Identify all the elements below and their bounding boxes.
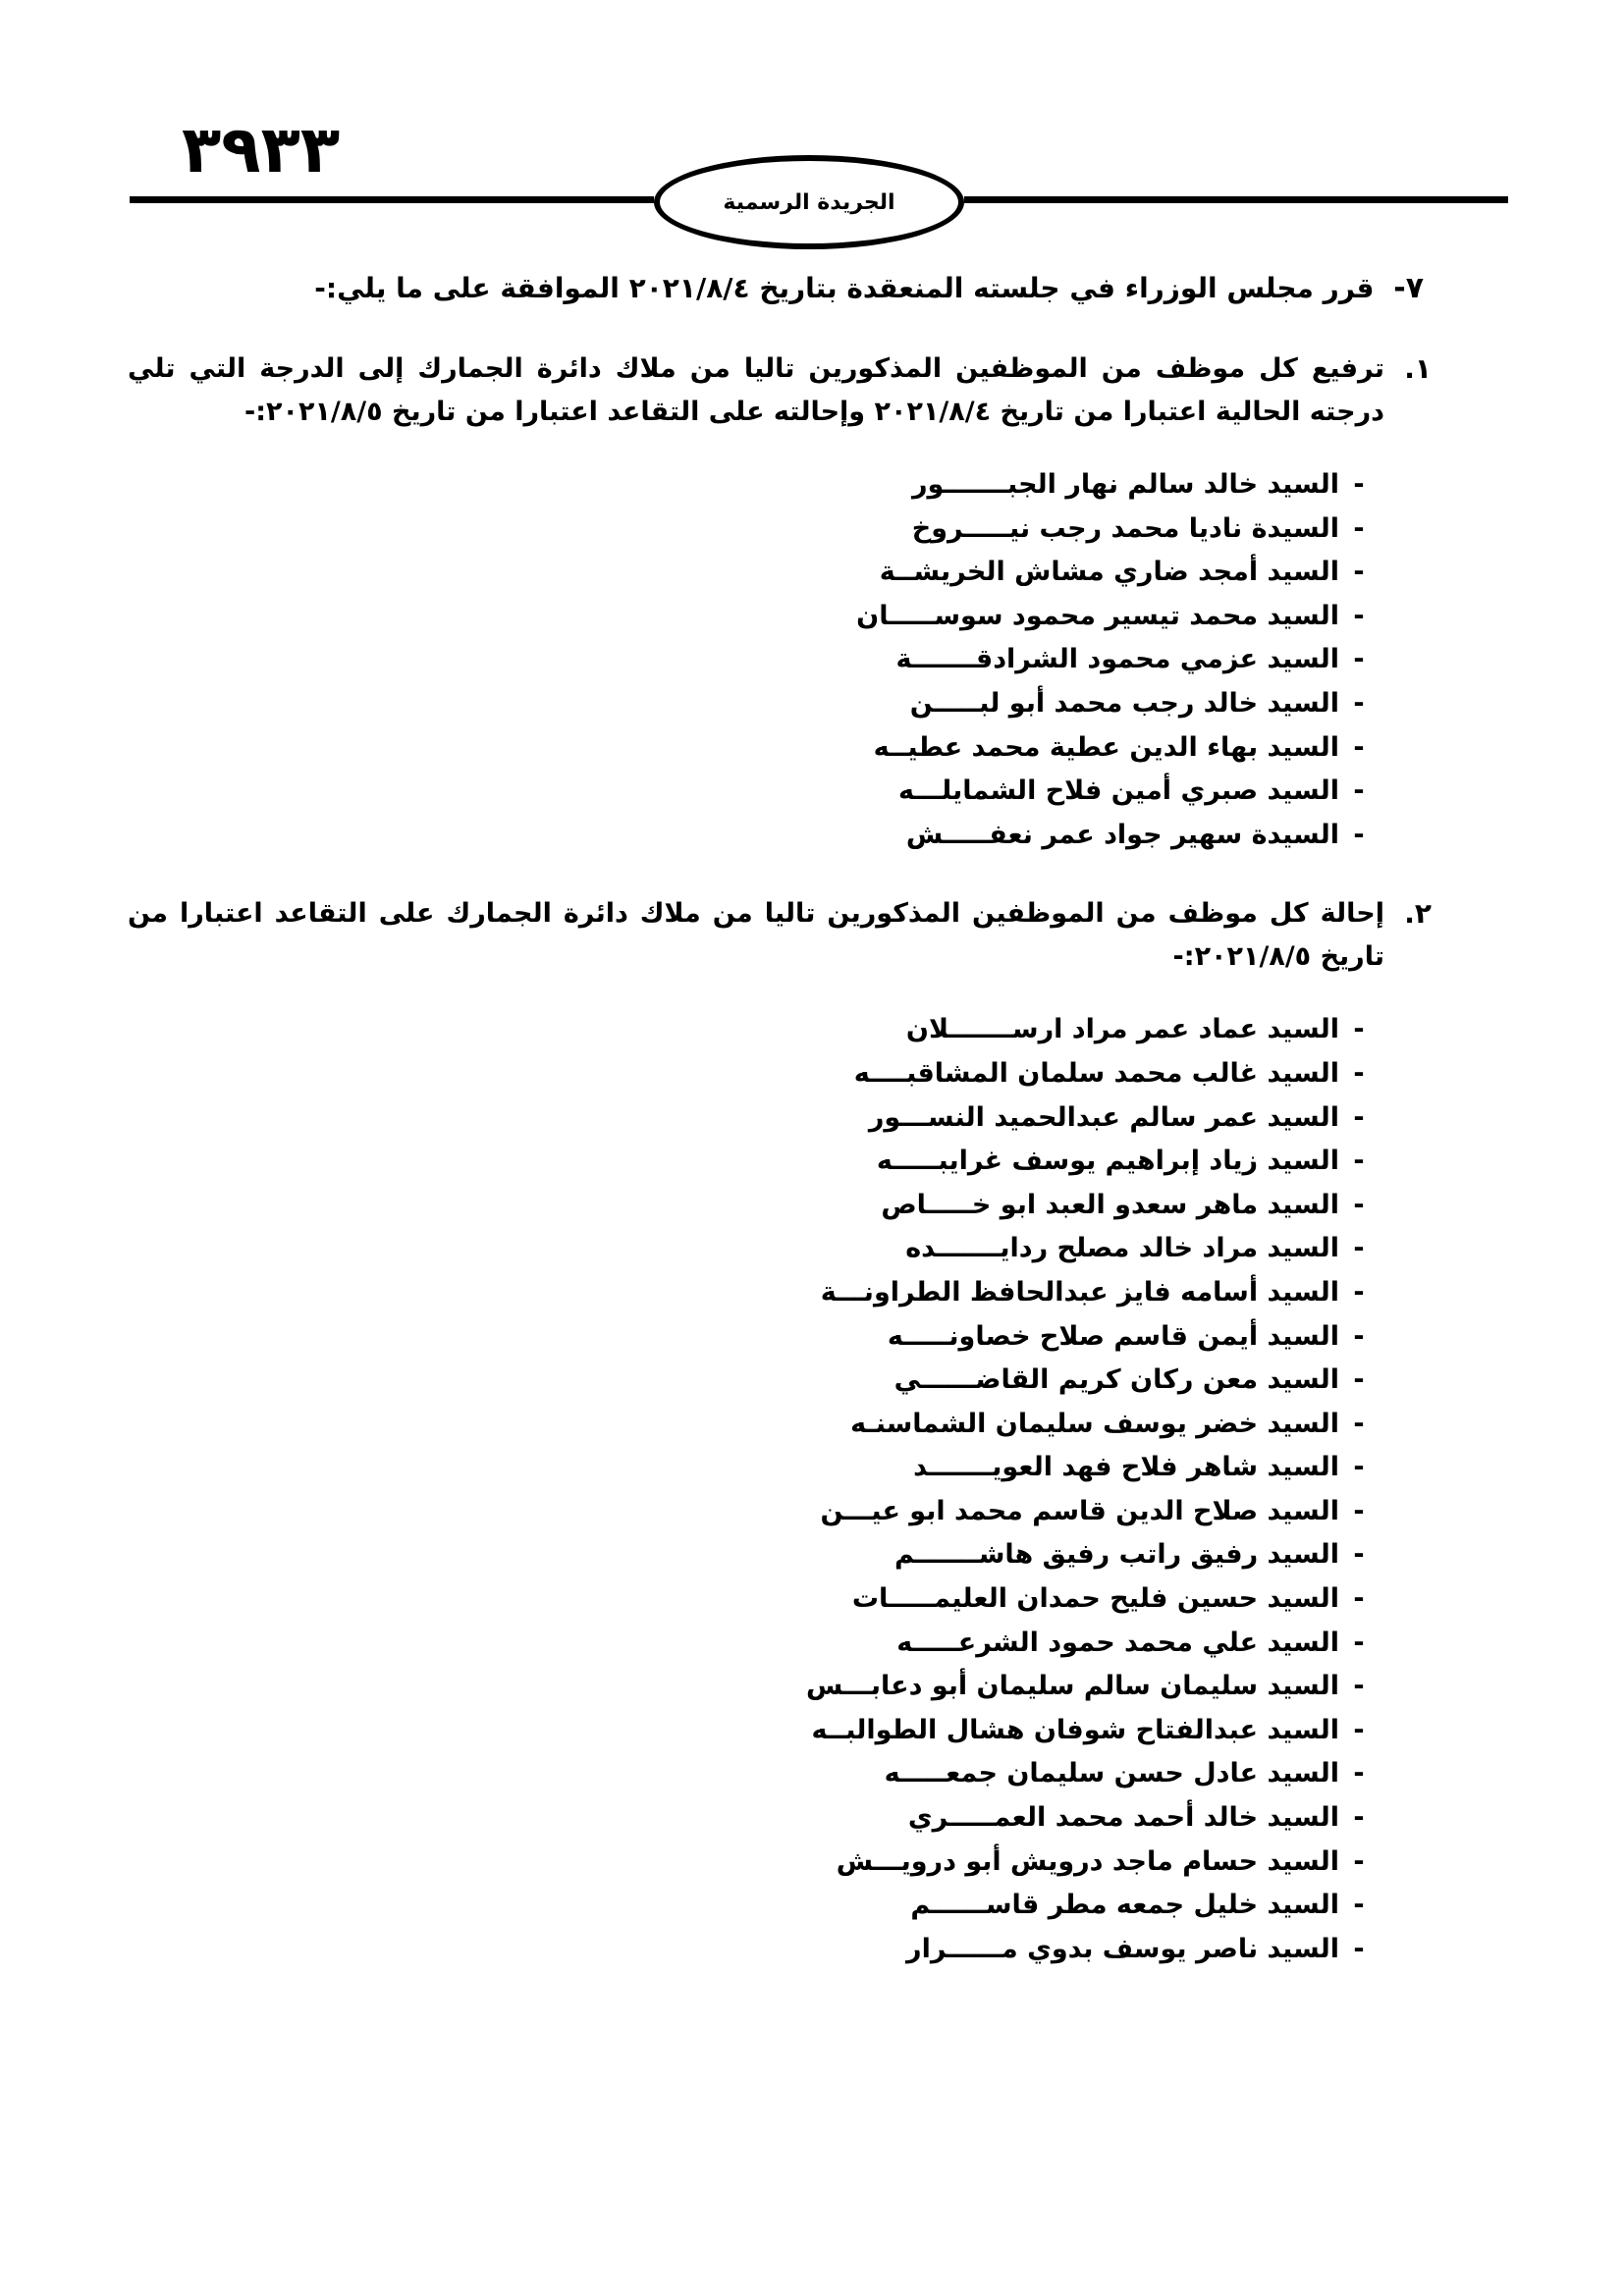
bullet-dash: - [1353,1890,1365,1921]
bullet-dash: - [1353,1758,1365,1789]
names-list [128,463,1424,857]
header-rule-left [130,196,654,203]
page-number: ٣٩٣٣ [182,112,341,187]
list-item [128,1665,1379,1709]
section-number: ١. [1404,352,1432,385]
section-retirement [128,892,1432,1971]
person-name: السيد حسين فليح حمدان العليمـــــات [851,1583,1339,1615]
bullet-dash: - [1353,687,1365,719]
person-name: السيد خليل جمعه مطر قاســــــم [910,1890,1339,1921]
person-name: السيد أيمن قاسم صلاح خصاونـــــه [887,1320,1339,1352]
person-name: السيد خالد رجب محمد أبو لبـــــن [909,687,1339,719]
list-item [128,595,1379,639]
list-item [128,1884,1379,1928]
person-name: السيد شاهر فلاح فهد العويـــــــد [913,1452,1339,1483]
bullet-dash: - [1353,1408,1365,1439]
person-name: السيدة ناديا محمد رجب نيـــــروخ [911,512,1339,544]
person-name: السيد أمجد ضاري مشاش الخريشــة [879,557,1339,588]
list-item [128,1315,1379,1360]
person-name: السيد عمر سالم عبدالحميد النســـور [868,1101,1339,1133]
list-item [128,770,1379,814]
masthead-title: الجريدة الرسمية [723,189,895,215]
person-name: السيد ناصر يوسف بدوي مــــــرار [906,1933,1339,1964]
bullet-dash: - [1353,1714,1365,1745]
masthead-oval [654,155,964,249]
list-item [128,1271,1379,1315]
bullet-dash: - [1353,1320,1365,1352]
bullet-dash: - [1353,1189,1365,1220]
section-promotion [128,347,1432,857]
bullet-dash: - [1353,1845,1365,1877]
list-item [128,814,1379,858]
list-item [128,463,1379,507]
bullet-dash: - [1353,1276,1365,1308]
section-text: ترفيع كل موظف من الموظفين المذكورين تاليا من ملاك دائرة الجمارك إلى الدرجة التي تلي درجته الحالية اعتبارا من تاريخ ٢٠٢١/٨/٤ وإحالته على التقاعد اعتبارا من تاريخ ٢٠٢١/٨/٥:- [128,353,1384,427]
list-item [128,1796,1379,1841]
section-number: ٢. [1404,897,1432,931]
person-name: السيد مراد خالد مصلح ردايـــــــده [905,1233,1339,1264]
bullet-dash: - [1353,469,1365,500]
bullet-dash: - [1353,1627,1365,1658]
person-name: السيد ماهر سعدو العبد ابو خـــــاص [881,1189,1339,1220]
bullet-dash: - [1353,731,1365,763]
list-item [128,1577,1379,1622]
person-name: السيد عزمي محمود الشرادقـــــــة [895,644,1339,675]
decision-text: قرر مجلس الوزراء في جلسته المنعقدة بتاريخ ٢٠٢١/٨/٤ الموافقة على ما يلي:- [314,272,1375,304]
person-name: السيد خالد أحمد محمد العمـــــري [907,1802,1339,1834]
bullet-dash: - [1353,1671,1365,1702]
list-item [128,1533,1379,1577]
person-name: السيد علي محمد حمود الشرعـــــه [896,1627,1339,1658]
person-name: السيد معن ركان كريم القاضــــــي [893,1364,1339,1396]
person-name: السيد حسام ماجد درويش أبو درويـــش [836,1845,1339,1877]
person-name: السيد عبدالفتاح شوفان هشال الطوالبــه [811,1714,1339,1745]
bullet-dash: - [1353,1364,1365,1396]
bullet-dash: - [1353,775,1365,807]
header-rule-right [964,196,1508,203]
list-item [128,1622,1379,1666]
list-item [128,551,1379,595]
section-heading [128,892,1432,979]
bullet-dash: - [1353,1452,1365,1483]
bullet-dash: - [1353,600,1365,631]
list-item [128,1403,1379,1447]
section-heading [128,347,1432,434]
list-item [128,1227,1379,1271]
list-item [128,682,1379,726]
person-name: السيد رفيق راتب رفيق هاشـــــــم [894,1539,1339,1571]
bullet-dash: - [1353,1146,1365,1177]
document-body [128,269,1432,2006]
person-name: السيد صلاح الدين قاسم محمد ابو عيـــن [820,1495,1339,1526]
bullet-dash: - [1353,1101,1365,1133]
person-name: السيد غالب محمد سلمان المشاقبــــه [853,1057,1339,1089]
person-name: السيد بهاء الدين عطية محمد عطيــه [873,731,1339,763]
list-item [128,1490,1379,1534]
list-item [128,1008,1379,1052]
page-header [0,0,1624,275]
person-name: السيد خالد سالم نهار الجبـــــــور [911,469,1339,500]
list-item [128,1928,1379,1972]
list-item [128,726,1379,771]
person-name: السيدة سهير جواد عمر نعفـــــش [905,819,1339,850]
bullet-dash: - [1353,819,1365,850]
decision-number: ٧- [1393,271,1424,305]
list-item [128,1752,1379,1796]
bullet-dash: - [1353,1802,1365,1834]
bullet-dash: - [1353,1233,1365,1264]
section-text: إحالة كل موظف من الموظفين المذكورين تاليا من ملاك دائرة الجمارك على التقاعد اعتبارا من تاريخ ٢٠٢١/٨/٥:- [128,898,1384,973]
bullet-dash: - [1353,1933,1365,1964]
list-item [128,1446,1379,1490]
person-name: السيد أسامه فايز عبدالحافظ الطراونـــة [820,1276,1339,1308]
bullet-dash: - [1353,1539,1365,1571]
person-name: السيد خضر يوسف سليمان الشماسنـه [850,1408,1339,1439]
person-name: السيد عماد عمر مراد ارســـــــلان [905,1014,1339,1045]
list-item [128,1140,1379,1184]
person-name: السيد صبري أمين فلاح الشمايلـــه [898,775,1339,807]
list-item [128,1359,1379,1403]
list-item [128,638,1379,682]
person-name: السيد سليمان سالم سليمان أبو دعابـــس [806,1671,1339,1702]
bullet-dash: - [1353,1583,1365,1615]
bullet-dash: - [1353,1495,1365,1526]
list-item [128,1184,1379,1228]
list-item [128,507,1379,552]
bullet-dash: - [1353,512,1365,544]
list-item [128,1709,1379,1753]
names-list [128,1008,1424,1971]
person-name: السيد محمد تيسير محمود سوســـــان [856,600,1339,631]
bullet-dash: - [1353,1057,1365,1089]
list-item [128,1052,1379,1096]
list-item [128,1096,1379,1141]
list-item [128,1841,1379,1885]
bullet-dash: - [1353,557,1365,588]
bullet-dash: - [1353,1014,1365,1045]
decision-paragraph [128,269,1424,308]
person-name: السيد زياد إبراهيم يوسف غرايبـــــه [876,1146,1339,1177]
bullet-dash: - [1353,644,1365,675]
person-name: السيد عادل حسن سليمان جمعـــــه [884,1758,1339,1789]
